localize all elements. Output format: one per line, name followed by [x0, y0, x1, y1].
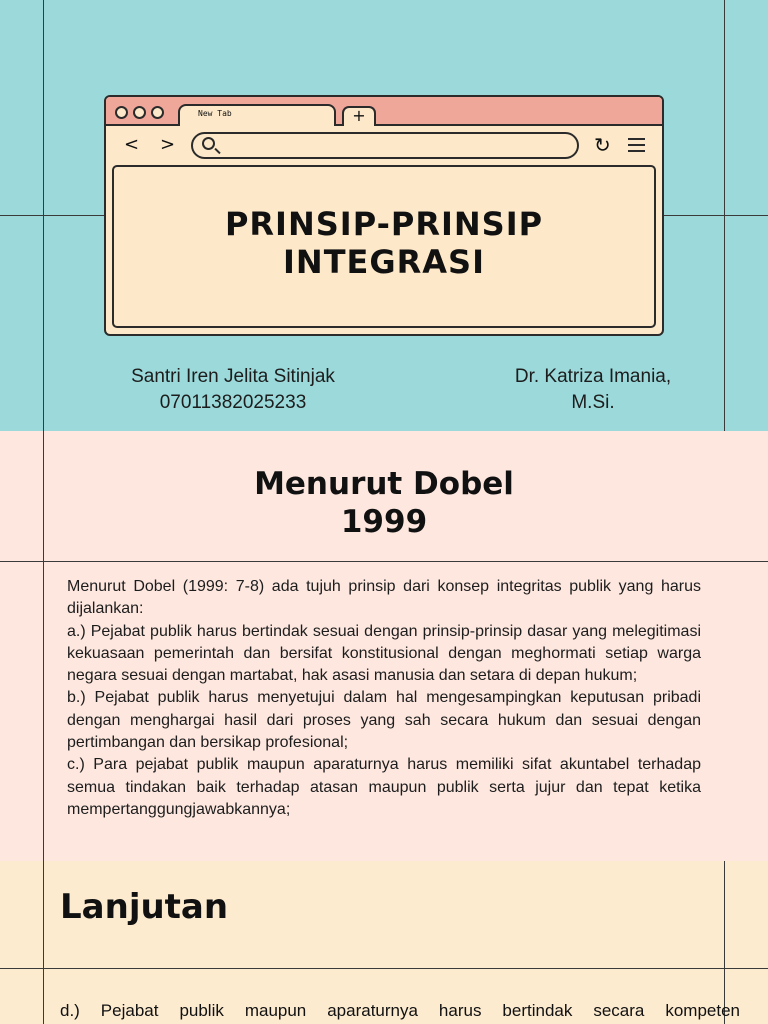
slide-title	[114, 205, 654, 281]
content-slide	[0, 431, 768, 861]
author-name: Santri Iren Jelita Sitinjak	[131, 366, 335, 387]
window-dot-icon	[133, 106, 146, 119]
browser-content	[112, 165, 656, 328]
reload-icon[interactable]: ↻	[594, 133, 611, 157]
window-dot-icon	[115, 106, 128, 119]
menu-icon[interactable]	[628, 138, 645, 152]
new-tab-button[interactable]: +	[342, 106, 376, 126]
section-heading: Lanjutan	[60, 887, 229, 927]
grid-line	[724, 861, 725, 1024]
grid-line	[0, 561, 768, 562]
address-bar[interactable]	[191, 132, 579, 159]
browser-tab[interactable]	[178, 104, 336, 126]
lecturer-title: M.Si.	[571, 392, 615, 413]
body-paragraph: Menurut Dobel (1999: 7-8) ada tujuh prinsip dari konsep integritas publik yang harus dijalankan: a.) Pejabat publik harus bertindak sesuai dengan prinsip-prinsip dasar yang melegitimasi kekuasaan pemerintah dan bersifat konstitusional dengan meghormati setiap warga negara sesuai dengan martabat, hak asasi manusia dan setara di depan hukum; b.) Pejabat publik harus menyetujui dalam hal mengesampingkan keputusan pribadi dengan menghargai hasil dari proses yang sah secara hukum dan sesuai dengan pertimbangan dan bersikap profesional; c.) Para pejabat publik maupun aparaturnya harus memiliki sifat akuntabel terhadap semua tindakan baik terhadap atasan maupun publik serta jujur dan tepat ketika mempertanggungjawabkannya;	[67, 578, 701, 818]
forward-icon[interactable]: >	[160, 134, 176, 155]
title-line: INTEGRASI	[283, 243, 485, 281]
author-id: 07011382025233	[159, 392, 307, 413]
grid-line	[0, 968, 768, 969]
search-icon	[202, 137, 215, 150]
title-slide	[0, 0, 768, 431]
window-dot-icon	[151, 106, 164, 119]
heading-line: Menurut Dobel	[254, 466, 514, 502]
body-paragraph: d.) Pejabat publik maupun aparaturnya harus bertindak secara kompeten	[60, 1001, 740, 1020]
grid-line	[43, 861, 44, 1024]
lecturer-name: Dr. Katriza Imania,	[514, 366, 672, 387]
author-block	[100, 364, 366, 416]
continuation-slide	[0, 861, 768, 1024]
title-line: PRINSIP-PRINSIP	[224, 205, 544, 243]
back-icon[interactable]: <	[124, 134, 140, 155]
tab-label: New Tab	[198, 109, 232, 118]
section-heading	[0, 465, 768, 541]
heading-line: 1999	[340, 504, 428, 540]
browser-frame	[104, 95, 664, 336]
lecturer-block	[490, 364, 696, 416]
browser-tab-bar	[106, 97, 662, 126]
